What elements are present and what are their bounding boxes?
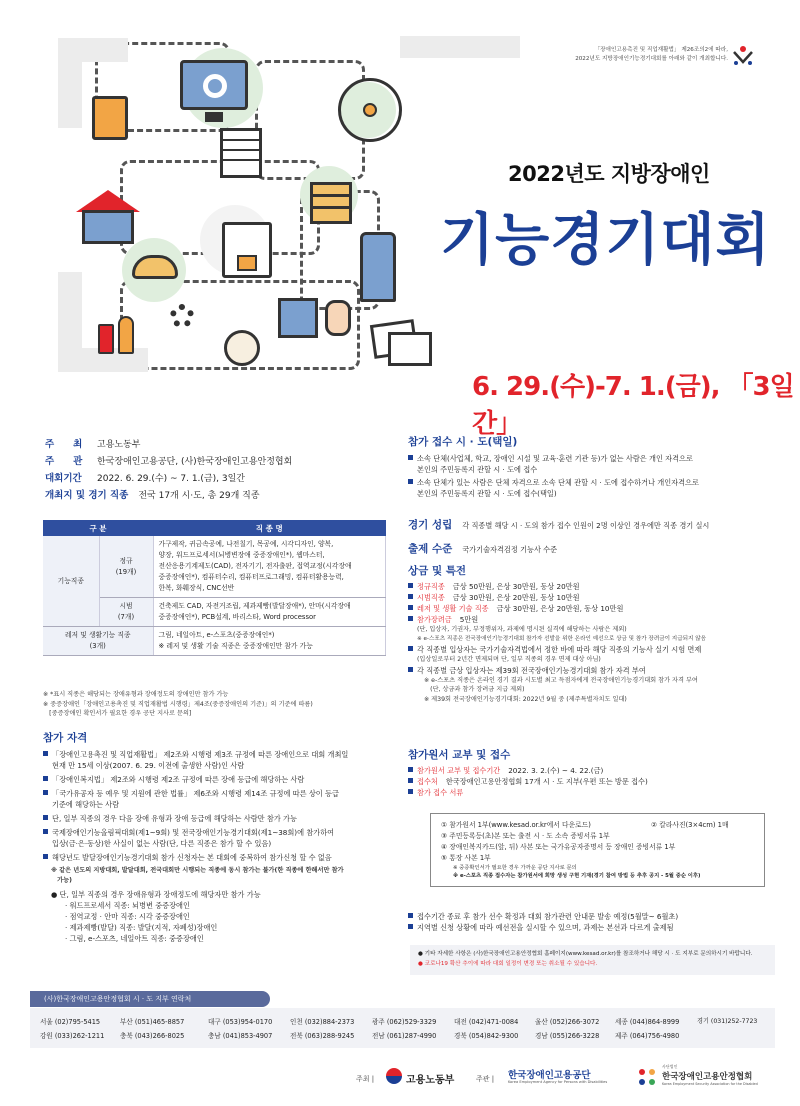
footer-host: 고용노동부 bbox=[406, 1075, 455, 1086]
sub-title: ● 단, 일부 직종의 경우 장애유형과 장애정도에 해당자만 참가 가능 bbox=[51, 890, 261, 899]
contact-item: 전남 (061)287-4990 bbox=[372, 1032, 437, 1040]
table-header: 직 종 명 bbox=[153, 520, 386, 536]
contact-title: (사)한국장애인고용안정협회 시 · 도 지부 연락처 bbox=[30, 991, 270, 1007]
contact-item: 울산 (052)266-3072 bbox=[535, 1018, 600, 1026]
picture-frame-icon bbox=[278, 298, 318, 338]
contact-item: 전북 (063)288-9245 bbox=[290, 1032, 355, 1040]
category-cell: 기능직종 bbox=[43, 536, 99, 627]
footer-host-label: 주최 | bbox=[356, 1075, 375, 1083]
nail-polish-icon bbox=[98, 324, 114, 354]
monitor-stand bbox=[205, 112, 223, 122]
table-row bbox=[43, 627, 386, 656]
footer-org1-en: Korea Employment Agency for Persons with Disabilities bbox=[508, 1080, 608, 1084]
application-section bbox=[408, 747, 770, 798]
association-logo-icon bbox=[636, 1067, 658, 1087]
contact-item: 서울 (02)795-5415 bbox=[40, 1018, 101, 1026]
list-item: 국제장애인기능올림픽대회(제1~9회) 및 전국장애인기능경기대회(제1~38회)에 참가하여 입상(금·은·동상)한 사실이 없는 사람(단, 다른 직종은 참가 할 수 있음) bbox=[43, 827, 388, 849]
level-text: 국가기술자격검정 기능사 수준 bbox=[462, 545, 558, 554]
footer-org-label: 주관 | bbox=[476, 1075, 495, 1083]
hero-section bbox=[0, 0, 800, 439]
list-item: 각 직종별 입상자는 국가기술자격법에서 정한 바에 따라 해당 직종의 기능사 실기 시험 면제 (입상일로부터 2년간 면제되며 단, 일부 직종의 경우 면제 대상 아님) bbox=[408, 644, 770, 665]
host-label: 주 최 bbox=[45, 439, 83, 450]
list-item: 단, 일부 직종의 경우 다음 장애 유형과 장애 등급에 해당하는 사람만 참가 가능 bbox=[43, 813, 388, 824]
contact-item: 경북 (054)842-9300 bbox=[454, 1032, 519, 1040]
doc-row: ① 참가원서 1부(www.kesad.or.kr에서 다운로드) ② 칼라사진(3×4cm) 1매 bbox=[441, 821, 729, 829]
server-icon bbox=[220, 128, 262, 178]
organizer-value: 한국장애인고용공단, (사)한국장애인고용안정협회 bbox=[97, 457, 293, 467]
apply-place-section bbox=[408, 434, 770, 499]
prize-note: ※ 제39회 전국장애인기능경기대회: 2022년 9월 중 (제주특별자치도 일대) bbox=[424, 695, 627, 703]
footnote-box bbox=[410, 945, 775, 975]
sub-item: · 점역교정 · 안마 직종: 시각 중증장애인 bbox=[65, 912, 190, 921]
coffee-machine-icon bbox=[222, 222, 272, 278]
list-item: 정규직종 금상 50만원, 은상 30만원, 동상 20만원 bbox=[408, 581, 770, 592]
row-text: 건축제도 CAD, 자전거조립, 제과제빵(발달장애*), 안마(시각장애 중증장애인*), PCB설계, 바리스타, Word processor bbox=[153, 598, 386, 627]
qualification-note: ※ 같은 년도의 지방대회, 발달대회, 전국대회만 시행되는 직종에 동시 참가는 불가(한 직종에 한해서만 참가 가능) bbox=[51, 867, 344, 884]
sub-item: · 그림, e-스포츠, 네일아트 직종: 중증장애인 bbox=[65, 934, 204, 943]
contact-item: 충남 (041)853-4907 bbox=[208, 1032, 273, 1040]
contact-item: 경기 (031)252-7723 bbox=[697, 1018, 758, 1025]
qualification-title: 참가 자격 bbox=[43, 732, 88, 744]
footnote: ● 기타 자세한 사항은 (사)한국장애인고용안정협회 홈페이지(www.kesad.or.kr)를 참조하거나 해당 시 · 도 지부로 문의하시기 바랍니다. bbox=[418, 951, 753, 957]
quorum-row bbox=[408, 517, 770, 532]
certificate-icon bbox=[388, 332, 432, 366]
list-item: 소속 단체가 있는 사람은 단체 자격으로 소속 단체 관할 시 · 도에 접수하거나 개인자격으로 본인의 주민등록지 관할 시 · 도에 접수(택일) bbox=[408, 477, 770, 499]
doc-row: ④ 장애인복지카드(앞, 뒤) 사본 또는 국가유공자증명서 등 장애인 증빙서류 1부 bbox=[441, 843, 676, 851]
monitor-icon bbox=[180, 60, 248, 110]
contact-item: 제주 (064)756-4980 bbox=[615, 1032, 680, 1040]
place-label: 개최지 및 경기 직종 bbox=[45, 490, 129, 501]
list-item: 소속 단체(사업체, 학교, 장애인 시설 및 교육·훈련 기관 등)가 없는 사람은 개인 자격으로 본인의 주민등록지 관할 시 · 도에 접수 bbox=[408, 453, 770, 475]
list-item: 「국가유공자 등 예우 및 지원에 관한 법률」 제6조와 시행령 제14조 규정에 따른 상이 등급 기준에 해당하는 사람 bbox=[43, 788, 388, 810]
footer-org1: 한국장애인고용공단 bbox=[508, 1070, 591, 1081]
list-item: 레저 및 생활 기술 직종 금상 30만원, 은상 20만원, 동상 10만원 bbox=[408, 603, 770, 614]
doc-note: ※ 중증확인서가 필요한 경우 가까운 공단 지사로 문의 bbox=[453, 865, 577, 871]
contact-item: 광주 (062)529-3329 bbox=[372, 1018, 437, 1026]
row-label: 레저 및 생활기능 직종 (3개) bbox=[43, 627, 153, 656]
list-item: 참가장려금 5만원 bbox=[408, 614, 770, 625]
contact-item: 경남 (055)266-3228 bbox=[535, 1032, 600, 1040]
prize-note: ※ e-스포츠 직종은 온라인 경기 결과 시도별 최고 득점자에게 전국장애인기능경기대회 참가 자격 부여 bbox=[424, 676, 698, 684]
doc-row: ⑤ 통장 사본 1부 bbox=[441, 854, 491, 862]
doc-row: ③ 주민등록등(초)본 또는 출전 시 · 도 소속 증빙서류 1부 bbox=[441, 832, 610, 840]
apply-place-title: 참가 접수 시 · 도(택일) bbox=[408, 436, 518, 448]
footer-org2-en: Korea Employment Security Association for the Disabled bbox=[662, 1082, 758, 1086]
frame-decor bbox=[400, 36, 520, 58]
contact-area bbox=[30, 1008, 775, 1048]
quorum-text: 각 직종별 해당 시 · 도의 참가 접수 인원이 2명 이상인 경우에만 직종 경기 실시 bbox=[462, 521, 710, 530]
footnote: ● 코로나19 확산 추이에 따라 대회 일정이 변경 또는 취소될 수 있습니다. bbox=[418, 961, 598, 967]
after-notes bbox=[408, 911, 770, 933]
gear-icon bbox=[170, 304, 194, 328]
frame-decor bbox=[58, 38, 82, 128]
hand-icon bbox=[325, 300, 351, 336]
table-header: 구 분 bbox=[43, 520, 153, 536]
footer bbox=[0, 1062, 800, 1106]
contact-item: 강원 (033)262-1211 bbox=[40, 1032, 105, 1040]
bread-icon bbox=[132, 255, 178, 279]
house-blueprint-icon bbox=[62, 190, 140, 246]
level-title: 출제 수준 bbox=[408, 543, 453, 555]
table-notes: ※ *표시 직종은 해당되는 장애유형과 장애정도의 장애인만 참가 가능 ※ 중증장애인「장애인고용촉진 및 직업재활법 시행령」제4조(중증장애인의 기준)」의 기준에 따름) [중증장애인 확인서가 필요한 경우 공단 지사로 문의] bbox=[43, 691, 313, 717]
page-title: 기능경기대회 bbox=[440, 208, 771, 273]
level-row bbox=[408, 541, 770, 556]
prizes-section bbox=[408, 563, 770, 704]
sub-item: · 워드프로세서 직종: 뇌병변 중증장애인 bbox=[65, 901, 190, 910]
contact-item: 인천 (032)884-2373 bbox=[290, 1018, 355, 1026]
nail-polish-icon bbox=[118, 316, 134, 354]
row-text: 가구제작, 귀금속공예, 나전칠기, 목공예, 시각디자인, 양복, 양장, 워드프로세서(뇌병변장애 중증장애인*), 웹마스터, 전산응용기계제도(CAD), 전자기기, 전자출판, 접역교정(시각장애 중증장애인*), 컴퓨터수리, 컴퓨터프로그래밍, 컴퓨터활용능력, 한복, 화훼장식, CNC선반 bbox=[153, 536, 386, 598]
association-logo-icon bbox=[732, 44, 754, 66]
event-date: 6. 29.(수)-7. 1.(금), 「3일간」 bbox=[472, 372, 794, 439]
list-item: 참가 접수 서류 bbox=[408, 787, 770, 798]
list-item: 참가원서 교부 및 접수기간 2022. 3. 2.(수) ~ 4. 22.(금) bbox=[408, 765, 770, 776]
list-item: 각 직종별 금상 입상자는 제39회 전국장애인기능경기대회 참가 자격 부여 bbox=[408, 665, 770, 676]
row-label: 시범 (7개) bbox=[99, 598, 153, 627]
contact-item: 세종 (044)864-8999 bbox=[615, 1018, 680, 1026]
list-item: 접수기간 종료 후 참가 선수 확정과 대회 참가관련 안내문 발송 예정(5월말~ 6월초) bbox=[408, 911, 770, 922]
contact-item: 대구 (053)954-0170 bbox=[208, 1018, 273, 1026]
notice-line: 2022년도 지방장애인기능경기대회를 아래와 같이 개최합니다. bbox=[575, 56, 728, 62]
prize-note: ※ e-스포츠 직종은 전국장애인기능경기대회 참가자 선발을 위한 온라인 예선으로 상금 및 참가 장려금이 지급되지 않음 bbox=[417, 635, 707, 642]
doc-note: ※ e-스포츠 직종 접수자는 참가원서에 희망 생성 구현 기재(경기 참여 방법 등 추후 공지 - 5월 중순 이후) bbox=[453, 873, 701, 879]
network-icon bbox=[338, 78, 402, 142]
list-item: 「장애인고용촉진 및 직업재활법」 제2조와 시행령 제3조 규정에 따른 장애인으로 대회 개최일 현재 만 15세 이상(2007. 6. 29. 이전에 출생한 사람)인 사람 bbox=[43, 749, 388, 771]
contact-item: 충북 (043)266-8025 bbox=[120, 1032, 185, 1040]
host-value: 고용노동부 bbox=[97, 440, 141, 450]
list-item: 시범직종 금상 30만원, 은상 20만원, 동상 10만원 bbox=[408, 592, 770, 603]
overview-block bbox=[45, 436, 385, 504]
qualification-section bbox=[43, 730, 388, 944]
row-text: 그림, 네일아트, e-스포츠(중증장애인*) ※ 레저 및 생활 기술 직종은 중증장애인만 참가 가능 bbox=[153, 627, 386, 656]
drawer-icon bbox=[310, 182, 352, 224]
notice-line: 「장애인고용촉진 및 직업재활법」 제26조의2에 따라, bbox=[594, 47, 728, 53]
prizes-title: 상금 및 특전 bbox=[408, 565, 467, 577]
place-value: 전국 17개 시·도, 총 29개 직종 bbox=[138, 491, 260, 501]
title-sub: 2022년도 지방장애인 bbox=[508, 162, 710, 186]
necklace-icon bbox=[224, 330, 260, 366]
list-item: 지역별 신청 상황에 따라 예선전을 실시할 수 있으며, 과제는 본선과 다르게 출제됨 bbox=[408, 922, 770, 933]
notice-text bbox=[518, 46, 728, 64]
contact-item: 대전 (042)471-0084 bbox=[454, 1018, 519, 1026]
period-value: 2022. 6. 29.(수) ~ 7. 1.(금), 3일간 bbox=[97, 474, 245, 484]
sub-item: · 제과제빵(발달) 직종: 발달(지적, 자폐성)장애인 bbox=[65, 923, 218, 932]
application-title: 참가원서 교부 및 접수 bbox=[408, 749, 511, 761]
list-item: 해당년도 발달장애인기능경기대회 참가 신청자는 본 대회에 중복하여 참가신청 할 수 없음 bbox=[43, 852, 388, 863]
list-item: 접수처 한국장애인고용안정협회 17개 시 · 도 지부(우편 또는 방문 접수) bbox=[408, 776, 770, 787]
contact-item: 부산 (051)465-8857 bbox=[120, 1018, 185, 1026]
document-list-box bbox=[430, 813, 765, 887]
quorum-title: 경기 성립 bbox=[408, 519, 453, 531]
table-row bbox=[43, 536, 386, 598]
prize-note: (단, 상금과 참가 장려금 지급 제외) bbox=[424, 686, 525, 693]
job-table bbox=[43, 520, 386, 656]
row-label: 정규 (19개) bbox=[99, 536, 153, 598]
prize-note: (단, 입상자, 기권자, 부정행위자, 과제에 명시된 실격에 해당하는 사람은 제외) bbox=[417, 626, 627, 633]
list-item: 「장애인복지법」 제2조와 시행령 제2조 규정에 따른 장애 등급에 해당하는 사람 bbox=[43, 774, 388, 785]
hanbok-icon bbox=[360, 232, 396, 302]
footer-org2: 한국장애인고용안정협회 bbox=[662, 1072, 753, 1082]
organizer-label: 주 관 bbox=[45, 456, 83, 467]
period-label: 대회기간 bbox=[45, 473, 82, 484]
footer-org2-small: 사단법인 bbox=[662, 1064, 678, 1069]
wrench-icon bbox=[92, 96, 128, 140]
government-logo-icon bbox=[386, 1068, 402, 1084]
